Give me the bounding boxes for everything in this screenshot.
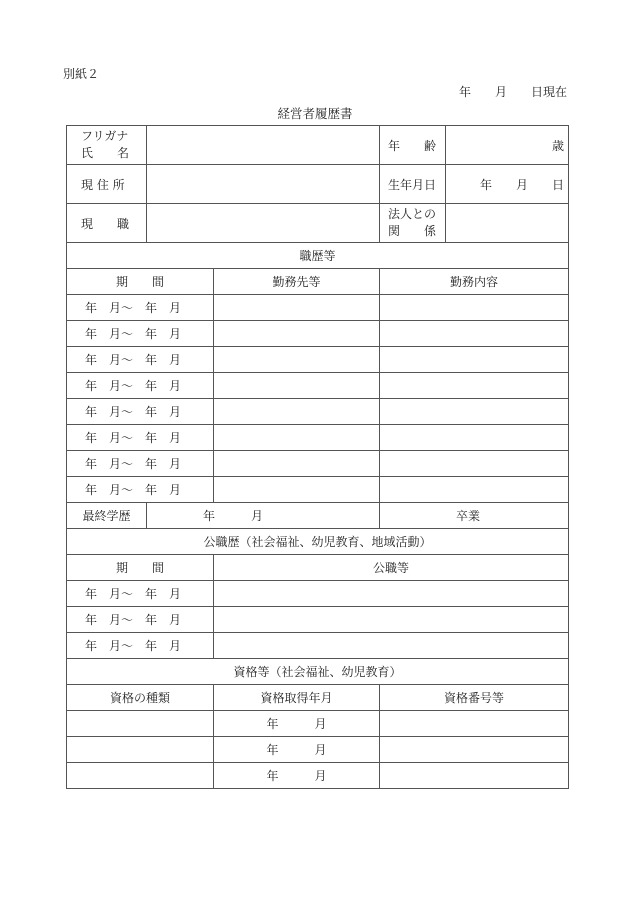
birthdate-label: 生年月日 [380,165,446,204]
furigana-label: フリガナ [81,129,129,143]
career-row [67,399,569,425]
relation-label-line2: 関 係 [388,224,437,238]
education-label: 最終学歴 [67,503,147,529]
name-label: 氏 名 [81,146,130,160]
public-office-title[interactable] [214,633,569,659]
address-row [67,165,569,204]
date-as-of: 年 月 日現在 [458,85,567,99]
public-office-header-row [67,555,569,581]
public-office-title[interactable] [214,607,569,633]
current-job-row [67,204,569,243]
career-employer[interactable] [214,477,380,503]
career-header-employer: 勤務先等 [214,269,380,295]
career-section-title-row [67,243,569,269]
qualifications-header-row [67,685,569,711]
qualification-type[interactable] [67,763,214,789]
career-employer[interactable] [214,373,380,399]
current-job-field[interactable] [147,204,380,243]
age-unit: 歳 [551,138,564,153]
education-row [67,503,569,529]
career-period[interactable]: 年 月～ 年 月 [67,347,214,373]
career-employer[interactable] [214,321,380,347]
career-row [67,477,569,503]
career-period[interactable]: 年 月～ 年 月 [67,373,214,399]
career-period[interactable]: 年 月～ 年 月 [67,451,214,477]
career-duties[interactable] [380,295,569,321]
age-field[interactable] [446,126,569,165]
public-office-title-row [67,529,569,555]
public-office-period[interactable]: 年 月～ 年 月 [67,633,214,659]
qualification-row [67,737,569,763]
relation-label-line1: 法人との [388,207,437,221]
resume-form [66,125,569,789]
career-header-row [67,269,569,295]
public-office-header-title: 公職等 [214,555,569,581]
public-office-period[interactable]: 年 月～ 年 月 [67,607,214,633]
qualification-header-number: 資格番号等 [380,685,569,711]
address-label: 現 住 所 [67,165,147,204]
current-job-label: 現 職 [67,204,147,243]
career-period[interactable]: 年 月～ 年 月 [67,477,214,503]
qualification-row [67,763,569,789]
career-row [67,373,569,399]
public-office-title[interactable] [214,581,569,607]
career-duties[interactable] [380,451,569,477]
career-header-period: 期 間 [67,269,214,295]
career-period[interactable]: 年 月～ 年 月 [67,321,214,347]
career-row [67,425,569,451]
public-office-row [67,633,569,659]
public-office-row [67,607,569,633]
qualifications-title-row [67,659,569,685]
career-duties[interactable] [380,477,569,503]
career-duties[interactable] [380,321,569,347]
qualification-number[interactable] [380,711,569,737]
career-duties[interactable] [380,347,569,373]
career-period[interactable]: 年 月～ 年 月 [67,399,214,425]
public-office-section-title: 公職歴（社会福祉、幼児教育、地域活動） [67,529,569,555]
qualification-date[interactable]: 年 月 [214,763,380,789]
career-row [67,451,569,477]
qualification-number[interactable] [380,763,569,789]
career-row [67,321,569,347]
education-date[interactable]: 年 月 [147,503,380,529]
name-field[interactable] [147,126,380,165]
career-row [67,295,569,321]
attachment-label: 別紙２ [63,67,100,81]
relation-field[interactable] [446,204,569,243]
career-duties[interactable] [380,399,569,425]
career-row [67,347,569,373]
document-title: 経営者履歴書 [277,106,353,121]
birthdate-field[interactable] [446,165,569,204]
career-period[interactable]: 年 月～ 年 月 [67,425,214,451]
relation-label-cell [380,204,446,243]
public-office-header-period: 期 間 [67,555,214,581]
name-label-cell [67,126,147,165]
qualification-number[interactable] [380,737,569,763]
career-employer[interactable] [214,295,380,321]
address-field[interactable] [147,165,380,204]
career-header-duties: 勤務内容 [380,269,569,295]
qualification-type[interactable] [67,711,214,737]
career-duties[interactable] [380,425,569,451]
career-duties[interactable] [380,373,569,399]
public-office-row [67,581,569,607]
public-office-period[interactable]: 年 月～ 年 月 [67,581,214,607]
career-period[interactable]: 年 月～ 年 月 [67,295,214,321]
career-employer[interactable] [214,451,380,477]
career-employer[interactable] [214,347,380,373]
qualification-header-type: 資格の種類 [67,685,214,711]
qualification-date[interactable]: 年 月 [214,711,380,737]
career-employer[interactable] [214,425,380,451]
career-employer[interactable] [214,399,380,425]
qualification-type[interactable] [67,737,214,763]
qualification-header-date: 資格取得年月 [214,685,380,711]
education-graduated: 卒業 [380,503,569,529]
qualification-date[interactable]: 年 月 [214,737,380,763]
name-row [67,126,569,165]
career-section-title: 職歴等 [67,243,569,269]
qualification-row [67,711,569,737]
qualifications-section-title: 資格等（社会福祉、幼児教育） [67,659,569,685]
age-label: 年 齢 [380,126,446,165]
birthdate-value: 年 月 日 [479,177,564,192]
